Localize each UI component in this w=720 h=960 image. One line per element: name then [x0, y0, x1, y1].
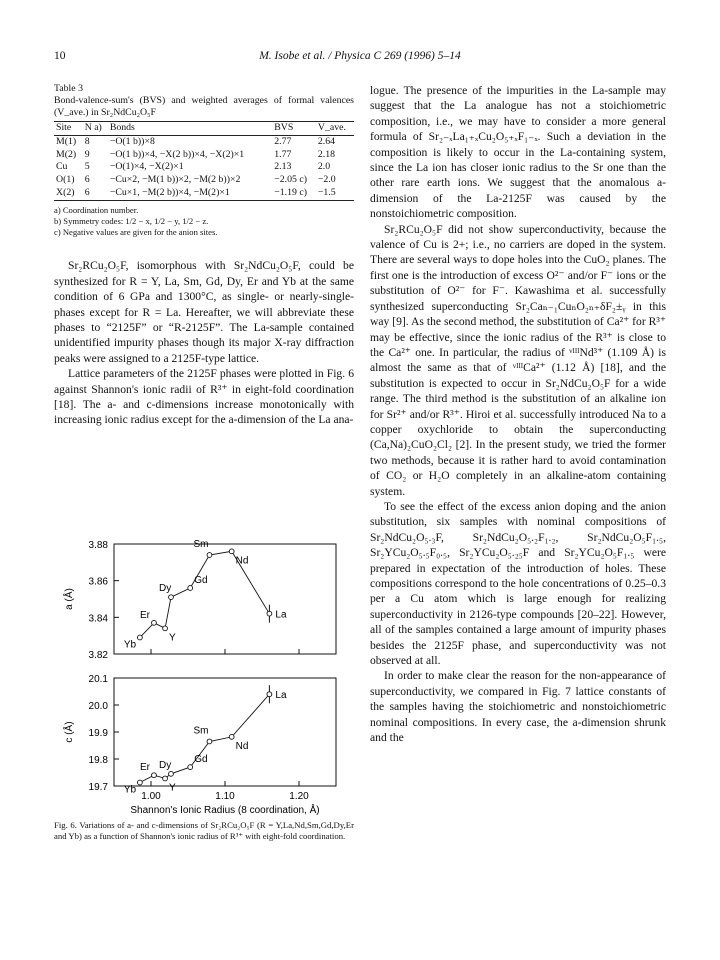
y-tick-label: 19.9 [88, 728, 108, 739]
table-cell: 9 [84, 148, 90, 160]
table-cell: X(2) [54, 187, 83, 200]
table-cell: 5 [84, 161, 90, 173]
x-axis-label: Shannon's Ionic Radius (8 coordination, Å) [130, 805, 320, 816]
data-point [163, 776, 168, 781]
data-point [188, 586, 193, 591]
bvs-table [54, 121, 354, 201]
table-cell: −O(1 b))×8 [109, 135, 155, 147]
data-point-label: Sm [193, 725, 209, 737]
y-tick-label: 3.82 [88, 650, 108, 661]
data-point-label: Y [169, 632, 176, 644]
table-cell: −Cu×2, −M(1 b))×2, −M(2 b))×2 [109, 174, 241, 186]
table-cell: −O(1 b))×4, −X(2 b))×4, −X(2)×1 [109, 148, 245, 160]
y-axis-label: c (Å) [64, 721, 75, 743]
footnote: b) Symmetry codes: 1/2 − x, 1/2 − y, 1/2 − z. [54, 215, 209, 226]
plot-frame [114, 544, 336, 654]
body-paragraph: Lattice parameters of the 2125F phases were plotted in Fig. 6 against Shannon's ionic radii of R³⁺ in eight-fold coordination [18]. The a- and c-dimensions increase monotonically with increasing ionic radius except for the a-dimension of the La ana- [54, 367, 354, 427]
data-point-label: Nd [235, 555, 249, 567]
table-label: Table 3 [54, 83, 83, 94]
table-header: Site [54, 122, 83, 136]
data-point [229, 549, 234, 554]
table-cell: 6 [83, 187, 108, 200]
data-point-label: Yb [123, 784, 137, 796]
table-cell: O(1) [56, 174, 75, 186]
table-header: N a) [83, 122, 108, 136]
data-point-label: Dy [158, 759, 172, 771]
table-cell: 6 [84, 174, 90, 186]
y-tick-label: 19.7 [88, 782, 108, 793]
data-point-label: La [275, 609, 287, 621]
table-caption: Bond-valence-sum's (BVS) and weighted averages of formal valences (V_ave.) in Sr₂NdCu₂O₅F [54, 95, 354, 118]
y-tick-label: 20.1 [88, 674, 108, 685]
data-point [169, 595, 174, 600]
data-point-label: Gd [194, 754, 208, 766]
data-point-label: Nd [235, 740, 249, 752]
table-cell: −1.19 c) [272, 187, 316, 200]
table-cell: −2.05 c) [274, 174, 307, 186]
table-footnotes [54, 205, 354, 239]
table-row [54, 135, 354, 148]
y-tick-label: 3.84 [88, 613, 108, 625]
x-tick-label: 1.20 [289, 791, 309, 802]
right-column [370, 83, 666, 745]
data-point [152, 620, 157, 625]
left-column [54, 83, 354, 428]
table-cell: 2.18 [317, 148, 336, 160]
table-row [54, 149, 354, 162]
table-cell: −1.5 [316, 187, 354, 200]
table-cell: 2.77 [274, 135, 292, 147]
table-cell: 1.77 [274, 148, 292, 160]
data-point-label: Dy [158, 583, 172, 595]
x-tick-label: 1.10 [215, 791, 235, 802]
y-tick-label: 3.88 [88, 540, 108, 551]
data-point [169, 771, 174, 776]
data-point-label: Sm [193, 539, 209, 550]
body-paragraph: Sr₂RCu₂O₅F, isomorphous with Sr₂NdCu₂O₅F, could be synthesized for R = Y, La, Sm, Gd, Dy, Er and Yb at the same condition of 6 GPa and 1300°C, as single- or nearly-single-phases except for R = La. Hereafter, we will abbreviate these phases to “2125F” or “R-2125F”. The La-sample contained unidentified impurity phases though its major X-ray diffraction peaks were assigned to a 2125F-type lattice. [54, 259, 354, 365]
table-header-row [54, 122, 354, 136]
data-point [267, 611, 272, 616]
table-cell: −2.0 [317, 174, 336, 186]
data-point [163, 626, 168, 631]
table-cell: 8 [84, 135, 90, 147]
page-number: 10 [54, 50, 66, 62]
table-row [54, 161, 354, 174]
figure-6-chart [54, 536, 354, 816]
y-tick-label: 3.86 [88, 576, 108, 588]
data-point [207, 739, 212, 744]
trend-line [140, 551, 270, 637]
data-point [267, 692, 272, 697]
data-point [188, 765, 193, 770]
data-point-label: Yb [123, 639, 137, 651]
table-cell: 2.13 [274, 161, 292, 173]
body-paragraph: Sr₂RCu₂O₅F did not show superconductivity, because the valence of Cu is 2+; i.e., no carriers are doped in the system. There are several ways to dope holes into the CuO₂ planes. The first one is the introduction of excess O²⁻ and/or F⁻ ions or the substitution of O²⁻ for F⁻. Kawashima et al. successfully synthesized superconducting Sr₂Caₙ₋₁CuₙO₂ₙ₊δF₂±ᵧ in this way [9]. As the second method, the substitution of Ca²⁺ for R³⁺ may be effective, since the ionic radius of the R³⁺ is close to the Ca²⁺ one. In particular, the radius of ᵛᴵᴵᴵNd³⁺ (1.109 Å) is almost the same as that of ᵛᴵᴵᴵCa²⁺ (1.12 Å) [18], and the substitution is expected to occur in Sr₂NdCu₂O₅F for a wide range. The third method is the substitution of an alkaline ion for Sr²⁺ and/or R³⁺. Hiroi et al. successfully introduced Na to a copper oxychloride to obtain the superconducting (Ca,Na)₂CuO₂Cl₂ [2]. In the present study, we tried the former two methods, because it is rather hard to avoid contamination of CO₂ or H₂O completely in an alkaline-atom containing system. [370, 222, 666, 498]
data-point-label: Er [139, 762, 150, 774]
y-axis-label: a (Å) [64, 588, 75, 610]
table-cell: M(2) [56, 148, 77, 160]
table-cell: −O(1)×4, −X(2)×1 [109, 161, 184, 173]
data-point-label: Gd [194, 575, 208, 586]
data-point-label: Y [169, 782, 176, 794]
y-tick-label: 19.8 [88, 755, 108, 766]
journal-citation: M. Isobe et al. / Physica C 269 (1996) 5–14 [259, 50, 461, 62]
data-point-label: Er [139, 609, 150, 621]
table-cell: 2.0 [317, 161, 331, 173]
table-header: BVS [272, 122, 316, 136]
data-point [207, 553, 212, 558]
body-paragraph: logue. The presence of the impurities in the La-sample may suggest that the La analogue has not a stoichiometric composition, i.e., we may have to consider a more general formula of Sr₂₋ₓLa₁₊ₓCu₂O₅₊ₓF₁₋ₓ. Such a deviation in the composition is likely to occur in the La-containing system, since the La ion has closer ionic radius to the Sr one than the other rare earth ions. We suggest that the anomalous a-dimension of the La-2125F was caused by the nonstoichiometric composition. [370, 84, 666, 221]
figure-caption: Fig. 6. Variations of a- and c-dimensions of Sr₂RCu₂O₅F (R = Y,La,Nd,Sm,Gd,Dy,Er and Yb) as a function of Shannon's ionic radius of R³⁺ with eight-fold coordination. [54, 820, 354, 842]
table-cell: −Cu×1, −M(2 b))×4, −M(2)×1 [108, 187, 272, 200]
table-header: Bonds [108, 122, 272, 136]
x-tick-label: 1.00 [141, 791, 161, 802]
data-point [138, 635, 143, 640]
table-header: V_ave. [316, 122, 354, 136]
table-row [54, 187, 354, 200]
table-cell: Cu [56, 161, 68, 173]
footnote: c) Negative values are given for the anion sites. [54, 227, 218, 238]
table-row [54, 174, 354, 187]
data-point [138, 780, 143, 785]
table-cell: M(1) [56, 135, 77, 147]
y-tick-label: 20.0 [88, 701, 108, 712]
body-paragraph: To see the effect of the excess anion doping and the anion substitution, six samples with nominal compositions of Sr₂NdCu₂O₅.₃F, Sr₂NdCu₂O₅.₂F₁.₂, Sr₂NdCu₂O₅F₁.₅, Sr₂YCu₂O₅.₅F₀.₅, Sr₂YCu₂O₅.₂₅F and Sr₂YCu₂O₅F₁.₅ were prepared in expectation of the introduction of holes. These compositions correspond to the hole concentrations of 0.25–0.3 per a Cu atom which is large enough for realizing superconductivity in 2126-type compounds [20–22]. However, all of the samples contained a large amount of impurity phases besides the 2125F phase, and superconductivity was not observed at all. [370, 499, 666, 668]
table-cell: 2.64 [317, 135, 336, 147]
footnote: a) Coordination number. [54, 204, 139, 215]
data-point [229, 734, 234, 739]
data-point [152, 773, 157, 778]
data-point-label: La [275, 690, 287, 702]
body-paragraph: In order to make clear the reason for the non-appearance of superconductivity, we compared in Fig. 7 lattice constants of the samples having the stoichiometric and nonstoichiometric nominal compositions. In every case, the a-dimension shrunk and the [370, 669, 666, 745]
